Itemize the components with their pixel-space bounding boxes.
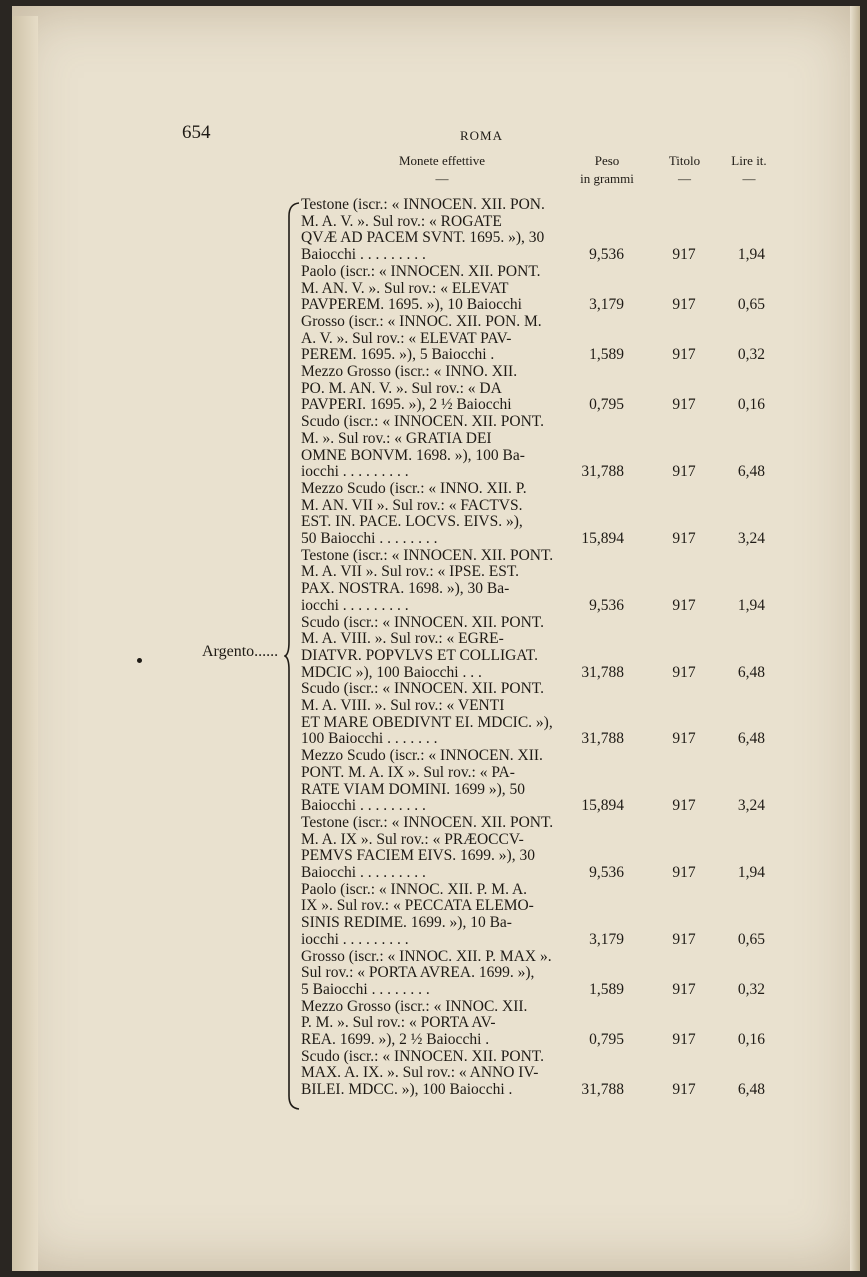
coin-description-line: iocchi . . . . . . . . . [301, 596, 409, 614]
group-label-argento: Argento...... [202, 643, 279, 660]
peso-value: 31,788 [581, 730, 624, 748]
coin-description-line: BILEI. MDCC. »), 100 Baiocchi . [301, 1081, 513, 1099]
lire-value: 3,24 [737, 529, 765, 547]
coin-description [301, 748, 551, 815]
coin-description-line: M. AN. VII ». Sul rov.: « FACTVS. [301, 496, 523, 514]
coin-description-line: 100 Baiocchi . . . . . . . [301, 730, 438, 748]
coin-description-line: M. A. VIII. ». Sul rov.: « VENTI [301, 697, 505, 714]
coin-description-line: M. A. VII ». Sul rov.: « IPSE. EST. [301, 563, 520, 581]
coin-description-line: Grosso (iscr.: « INNOC. XII. P. MAX ». [301, 947, 552, 965]
coin-description-line: MDCIC »), 100 Baiocchi . . . [301, 663, 482, 681]
lire-value: 6,48 [737, 463, 765, 481]
coin-description-line: Grosso (iscr.: « INNOC. XII. PON. M. [301, 312, 542, 330]
peso-value: 31,788 [581, 1081, 624, 1099]
peso-value: 9,536 [589, 246, 624, 264]
coin-description-line: OMNE BONVM. 1698. »), 100 Ba- [301, 446, 525, 464]
titolo-value: 917 [672, 730, 696, 748]
titolo-value: 917 [672, 246, 696, 264]
lire-value: 6,48 [737, 730, 765, 748]
coin-description-line: PAX. NOSTRA. 1698. »), 30 Ba- [301, 580, 510, 598]
coin-description-line: Mezzo Scudo (iscr.: « INNOCEN. XII. [301, 747, 543, 765]
lire-value: 3,24 [737, 797, 765, 815]
coin-description [301, 481, 551, 548]
running-head: ROMA [460, 128, 504, 143]
titolo-value: 917 [672, 1030, 696, 1048]
peso-value: 3,179 [589, 296, 624, 314]
coin-description [301, 264, 551, 314]
coin-description-line: Mezzo Grosso (iscr.: « INNOC. XII. [301, 997, 528, 1015]
titolo-value: 917 [672, 980, 696, 998]
coin-description-line: Paolo (iscr.: « INNOCEN. XII. PONT. [301, 262, 541, 280]
coin-description-line: 50 Baiocchi . . . . . . . . [301, 530, 438, 547]
titolo-value: 917 [672, 663, 696, 681]
peso-value: 3,179 [589, 930, 624, 948]
coin-description-line: PEREM. 1695. »), 5 Baiocchi . [301, 346, 495, 364]
coin-description-line: SINIS REDIME. 1699. »), 10 Ba- [301, 914, 512, 932]
page-number: 654 [182, 122, 211, 143]
peso-value: 0,795 [589, 1030, 624, 1048]
coin-description-line: Baiocchi . . . . . . . . . [301, 246, 426, 264]
coin-description-line: A. V. ». Sul rov.: « ELEVAT PAV- [301, 329, 512, 347]
lire-value: 1,94 [737, 596, 765, 614]
coin-description-line: PO. M. AN. V. ». Sul rov.: « DA [301, 379, 502, 397]
lire-value: 0,16 [737, 1030, 765, 1048]
coin-description-line: M. ». Sul rov.: « GRATIA DEI [301, 429, 492, 447]
coin-description [301, 414, 551, 481]
titolo-value: 917 [672, 396, 696, 414]
margin-dot [137, 658, 142, 663]
coin-description [301, 546, 554, 615]
lire-value: 0,32 [737, 346, 765, 364]
column-header-peso [567, 152, 647, 188]
column-header-monete-label: Monete effettive [398, 153, 486, 168]
column-header-dash: — [678, 171, 691, 186]
lire-value: 0,16 [737, 396, 765, 414]
peso-value: 1,589 [589, 346, 624, 364]
coin-description-line: M. A. IX ». Sul rov.: « PRÆOCCV- [301, 830, 524, 848]
coin-description-line: REA. 1699. »), 2 ½ Baiocchi . [301, 1031, 490, 1048]
coin-description-line: M. AN. V. ». Sul rov.: « ELEVAT [301, 279, 509, 297]
column-header-dash: — [435, 171, 449, 186]
page-left-edge [12, 16, 38, 1271]
column-header-titolo [657, 152, 712, 188]
coin-description-line: Scudo (iscr.: « INNOCEN. XII. PONT. [301, 413, 544, 431]
lire-value: 0,32 [737, 980, 765, 998]
coin-description-line: IX ». Sul rov.: « PECCATA ELEMO- [301, 897, 534, 915]
coin-description [301, 314, 551, 364]
peso-value: 15,894 [581, 529, 624, 547]
column-header-monete [367, 152, 517, 188]
lire-value: 1,94 [737, 863, 765, 881]
coin-description-line: Sul rov.: « PORTA AVREA. 1699. »), [301, 964, 535, 982]
peso-value: 9,536 [589, 596, 624, 614]
coin-description-line: M. A. VIII. ». Sul rov.: « EGRE- [301, 630, 504, 648]
coin-description-line: MAX. A. IX. ». Sul rov.: « ANNO IV- [301, 1064, 539, 1082]
coin-description [301, 1049, 551, 1099]
coin-description-line: EST. IN. PACE. LOCVS. EIVS. »), [301, 513, 523, 531]
coin-description-line: M. A. V. ». Sul rov.: « ROGATE [301, 212, 502, 230]
peso-value: 31,788 [581, 663, 624, 681]
lire-value: 0,65 [737, 930, 765, 948]
lire-value: 6,48 [737, 663, 765, 681]
coin-description-line: Mezzo Scudo (iscr.: « INNO. XII. P. [301, 479, 527, 497]
lire-value: 6,48 [737, 1081, 765, 1099]
coin-description-line: Scudo (iscr.: « INNOCEN. XII. PONT. [301, 613, 544, 631]
titolo-value: 917 [672, 463, 696, 481]
coin-description-line: Mezzo Grosso (iscr.: « INNO. XII. [301, 363, 518, 380]
coin-description [301, 949, 551, 999]
coin-description-line: PONT. M. A. IX ». Sul rov.: « PA- [301, 763, 515, 781]
coin-description-line: Baiocchi . . . . . . . . . [301, 864, 426, 881]
curly-brace [284, 202, 300, 1110]
titolo-value: 917 [672, 797, 696, 815]
titolo-value: 917 [672, 863, 696, 881]
coin-description-line: Testone (iscr.: « INNOCEN. XII. PON. [301, 196, 545, 213]
peso-value: 9,536 [589, 863, 624, 881]
coin-description [301, 364, 551, 414]
coin-description-line: ET MARE OBEDIVNT EI. MDCIC. »), [301, 713, 553, 731]
coin-description-line: DIATVR. POPVLVS ET COLLIGAT. [301, 646, 538, 664]
coin-description-line: iocchi . . . . . . . . . [301, 463, 409, 481]
coin-description-line: iocchi . . . . . . . . . [301, 930, 409, 948]
peso-value: 1,589 [589, 980, 624, 998]
coin-description [301, 197, 551, 264]
coin-description-line: Paolo (iscr.: « INNOC. XII. P. M. A. [301, 880, 528, 898]
titolo-value: 917 [672, 930, 696, 948]
titolo-value: 917 [672, 296, 696, 314]
titolo-value: 917 [672, 346, 696, 364]
column-header-peso-line2: in grammi [580, 171, 634, 186]
coin-description [301, 882, 551, 949]
titolo-value: 917 [672, 1081, 696, 1099]
column-header-lire-label: Lire it. [731, 153, 767, 168]
coin-description [301, 813, 554, 882]
column-header-titolo-label: Titolo [668, 153, 701, 168]
coin-description-line: Testone (iscr.: « INNOCEN. XII. PONT. [301, 813, 554, 831]
titolo-value: 917 [672, 596, 696, 614]
peso-value: 0,795 [589, 396, 624, 414]
coin-description [301, 615, 551, 682]
coin-description-line: Scudo (iscr.: « INNOCEN. XII. PONT. [301, 1047, 544, 1065]
coin-description-line: P. M. ». Sul rov.: « PORTA AV- [301, 1014, 496, 1032]
coin-description-line: PAVPEREM. 1695. »), 10 Baiocchi [301, 296, 522, 314]
coin-description-line: PAVPERI. 1695. »), 2 ½ Baiocchi [301, 396, 512, 414]
coin-description-line: 5 Baiocchi . . . . . . . . [301, 980, 430, 998]
peso-value: 15,894 [581, 797, 624, 815]
coin-description-line: Testone (iscr.: « INNOCEN. XII. PONT. [301, 546, 554, 564]
coin-description-line: QVÆ AD PACEM SVNT. 1695. »), 30 [301, 229, 545, 247]
column-header-lire [720, 152, 778, 188]
coin-description-line: Baiocchi . . . . . . . . . [301, 797, 426, 815]
coin-description [301, 999, 551, 1049]
peso-value: 31,788 [581, 463, 624, 481]
column-header-peso-line1: Peso [594, 153, 620, 168]
book-page [12, 6, 860, 1271]
coin-description-line: RATE VIAM DOMINI. 1699 »), 50 [301, 780, 526, 798]
titolo-value: 917 [672, 529, 696, 547]
lire-value: 1,94 [737, 246, 765, 264]
page-right-edge [850, 6, 860, 1271]
coin-description-line: Scudo (iscr.: « INNOCEN. XII. PONT. [301, 680, 544, 698]
lire-value: 0,65 [737, 296, 765, 314]
coin-description [301, 681, 551, 748]
column-header-dash: — [742, 171, 756, 186]
coin-description-line: PEMVS FACIEM EIVS. 1699. »), 30 [301, 847, 535, 865]
